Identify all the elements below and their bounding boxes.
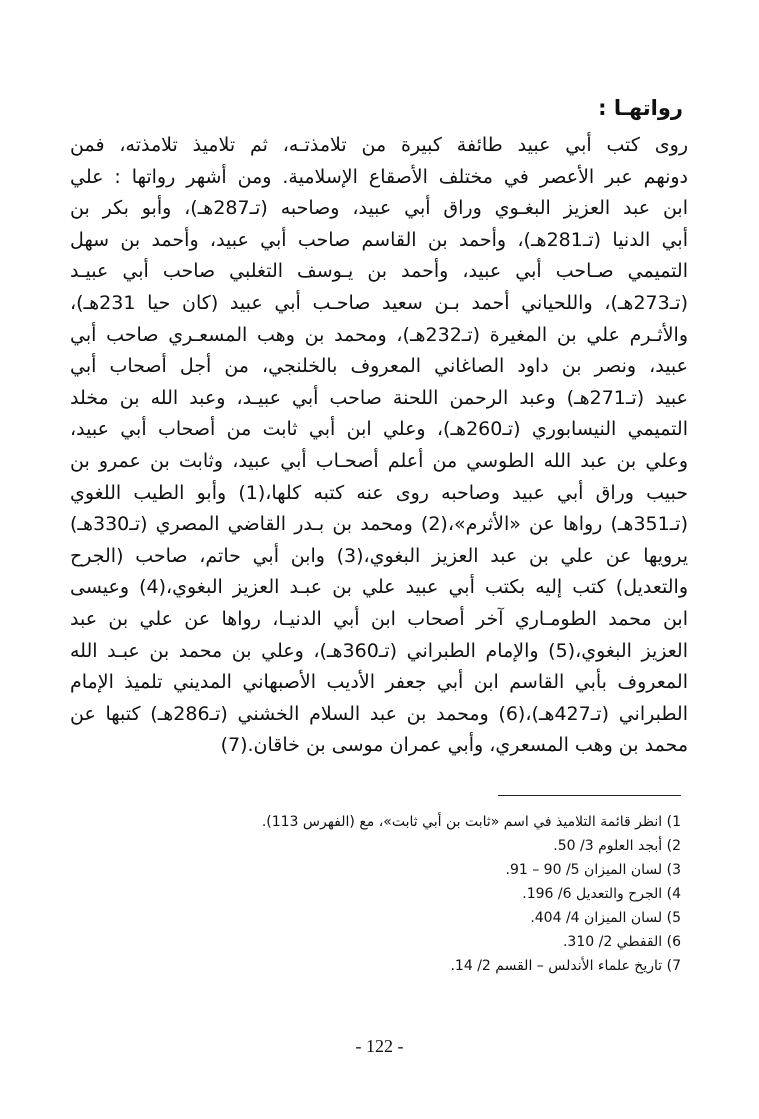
footnote-item: 2) أبجد العلوم 3/ 50.	[553, 838, 681, 854]
footnote-item: 7) تاريخ علماء الأندلس – القسم 2/ 14.	[450, 958, 681, 974]
footnote-item: 5) لسان الميزان 4/ 404.	[530, 910, 681, 926]
body-line: (تـ351هـ) رواها عن «الأثرم»،(2) ومحمد بن بـدر القاضي المصري (تـ330هـ)	[70, 513, 688, 536]
body-line: دونهم عبر الأعصر في مختلف الأصقاع الإسلامية. ومن أشهر رواتها : علي	[70, 165, 688, 188]
body-line: التميمي صـاحب أبي عبيد، وأحمد بن يـوسف التغلبي صاحب أبي عبيـد	[70, 260, 688, 283]
body-line: والتعديل) كتب إليه بكتب أبي عبيد علي بن عبـد العزيز البغوي،(4) وعيسى	[70, 576, 689, 599]
footnote-item: 4) الجرح والتعديل 6/ 196.	[522, 886, 681, 902]
page-number: - 122 -	[355, 1036, 404, 1056]
body-line: (تـ273هـ)، واللحياني أحمد بـن سعيد صاحـب أبي عبيد (كان حيا 231هـ)،	[70, 291, 688, 314]
body-line: عبيد، ونصر بن داود الصاغاني المعروف بالخلنجي، من أجل أصحاب أبي	[70, 355, 688, 378]
section-heading: رواتهـا :	[598, 96, 683, 120]
body-line: محمد بن وهب المسعري، وأبي عمران موسى بن خاقان.(7)	[220, 734, 688, 757]
body-line: عبيد (تـ271هـ) وعبد الرحمن اللحنة صاحب أبي عبيـد، وعبد الله بن مخلد	[70, 386, 688, 409]
footnote-item: 3) لسان الميزان 5/ 90 – 91.	[505, 862, 681, 878]
footnote-item: 6) القفطي 2/ 310.	[562, 934, 681, 950]
footnotes	[81, 810, 681, 978]
body-line: يرويها عن علي بن عبد العزيز البغوي،(3) وابن أبي حاتم، صاحب (الجرح	[70, 544, 688, 567]
footnote-item: 1) انظر قائمة التلاميذ في اسم «ثابت بن أبي ثابت»، مع (الفهرس 113).	[261, 814, 681, 830]
body-line: أبي الدنيا (تـ281هـ)، وأحمد بن القاسم صاحب أبي عبيد، وأحمد بن سهل	[70, 228, 688, 251]
body-line: المعروف بأبي القاسم ابن أبي جعفر الأديب الأصبهاني المديني تلميذ الإمام	[70, 671, 688, 694]
body-line: التميمي النيسابوري (تـ260هـ)، وعلي ابن أبي ثابت من أصحاب أبي عبيد،	[70, 418, 688, 441]
body-paragraph	[70, 130, 688, 762]
body-line: وعلي بن عبد الله الطوسي من أعلم أصحـاب أبي عبيد، وثابت بن عمرو بن	[70, 449, 688, 472]
body-line: الطبراني (تـ427هـ)،(6) ومحمد بن عبد السلام الخشني (تـ286هـ) كتبها عن	[70, 702, 688, 725]
body-line: العزيز البغوي،(5) والإمام الطبراني (تـ360هـ)، وعلي بن محمد بن عبـد الله	[70, 639, 689, 662]
body-line: ابن محمد الطومـاري آخر أصحاب ابن أبي الدنيـا، رواها عن علي بن عبد	[70, 607, 688, 630]
body-line: ابن عبد العزيز البغـوي وراق أبي عبيد، وصاحبه (تـ287هـ)، وأبو بكر بن	[70, 197, 688, 220]
body-line: حبيب وراق أبي عبيد وصاحبه روى عنه كتبه كلها،(1) وأبو الطيب اللغوي	[70, 481, 689, 504]
body-line: روى كتب أبي عبيد طائفة كبيرة من تلامذتـه، ثم تلاميذ تلامذته، فمن	[70, 134, 688, 156]
footnote-separator	[498, 795, 681, 796]
body-line: والأثـرم علي بن المغيرة (تـ232هـ)، ومحمد بن وهب المسعـري صاحب أبي	[70, 323, 688, 346]
